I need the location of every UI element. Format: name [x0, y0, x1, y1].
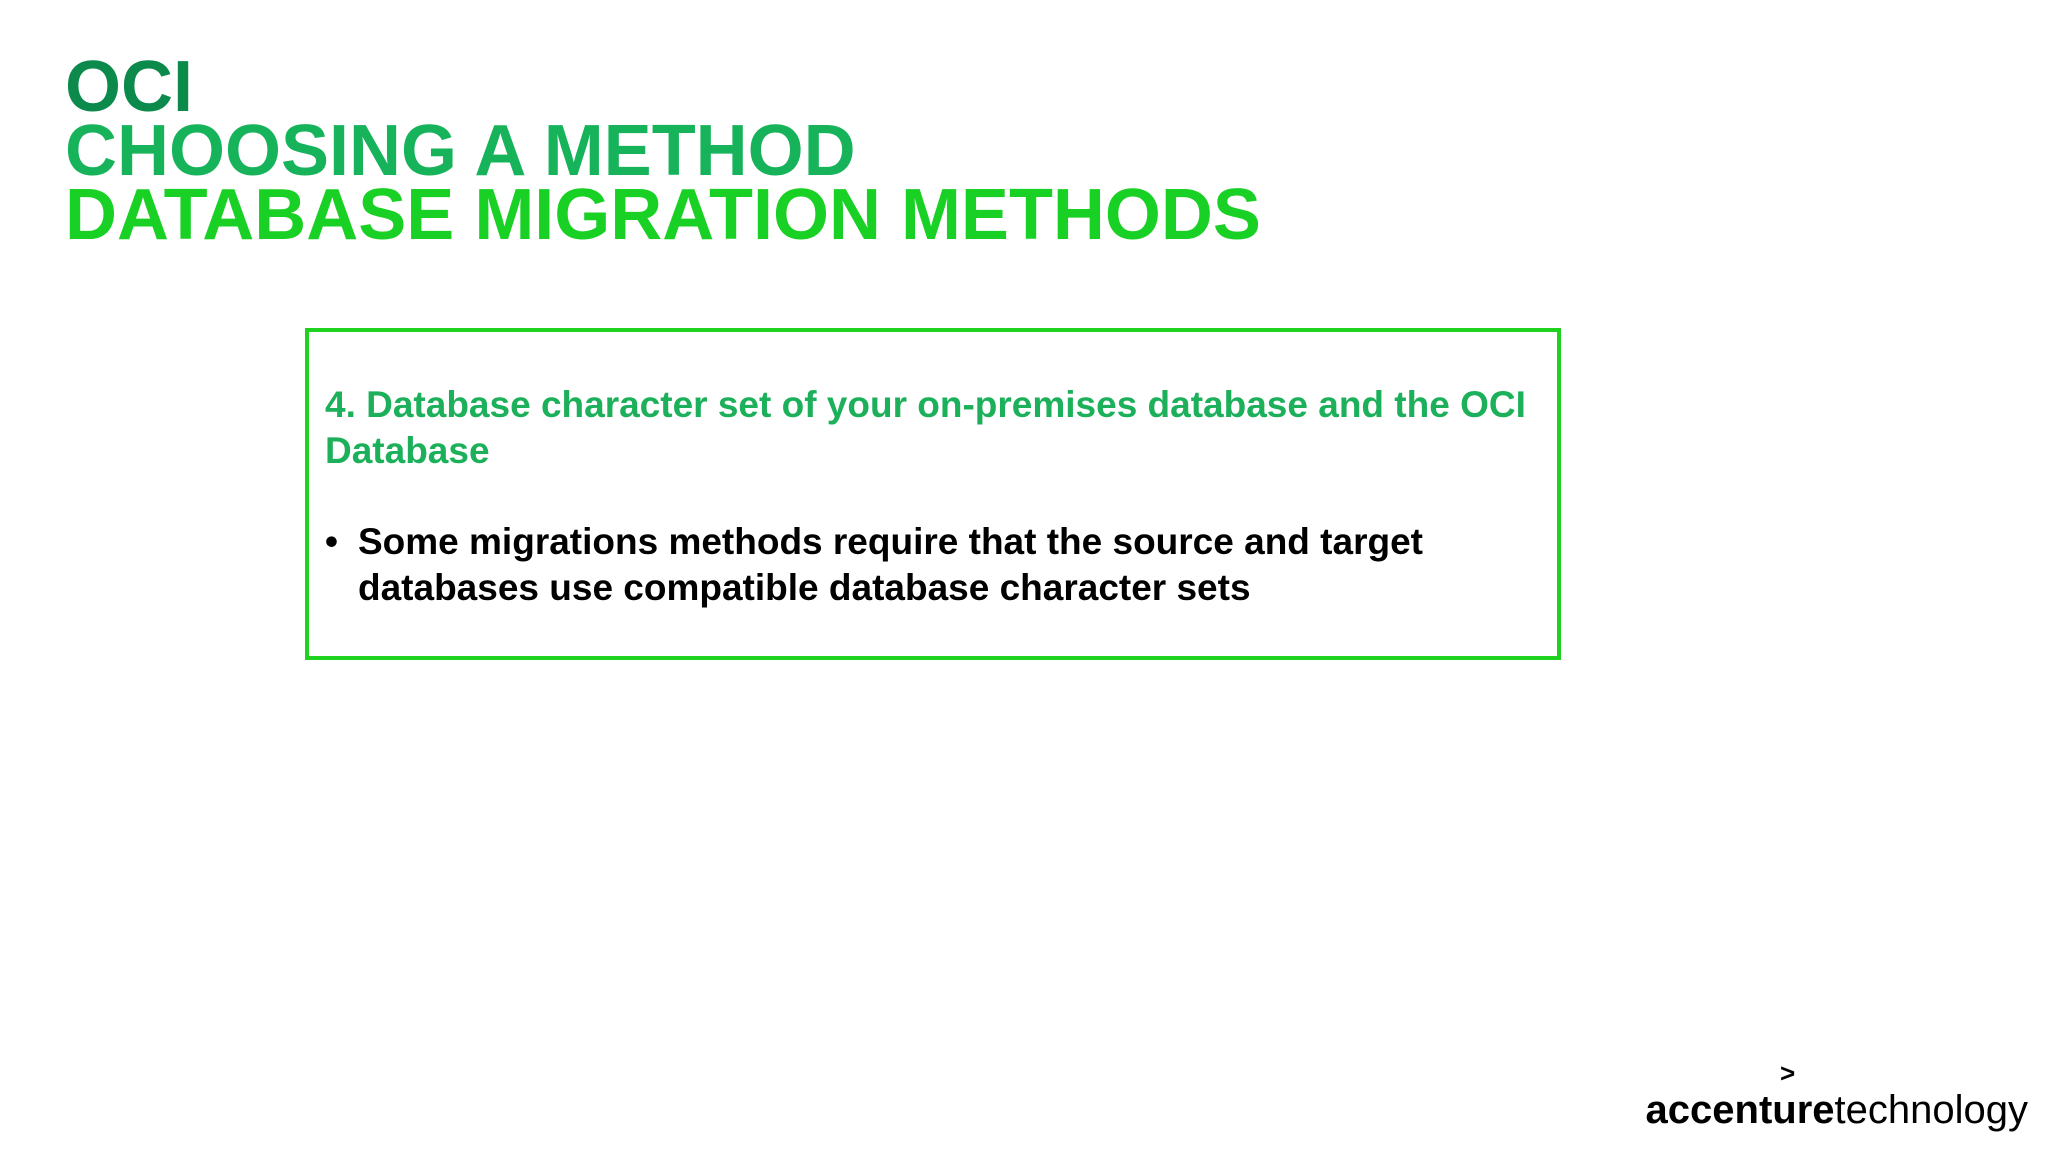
title-line-oci: OCI [65, 47, 194, 127]
logo-text [1646, 1088, 2028, 1132]
bullet-list [325, 519, 1541, 611]
content-box [305, 328, 1561, 660]
title-line-database-migration-methods: DATABASE MIGRATION METHODS [65, 175, 1261, 255]
logo-bold-part: accenture [1645, 1088, 1835, 1132]
logo-accent-mark-icon: > [1780, 1058, 1796, 1088]
logo-light-part: technology [1834, 1088, 2028, 1132]
slide-title [65, 47, 1261, 255]
bullet-symbol: • [325, 521, 338, 562]
bullet-text: Some migrations methods require that the source and target databases use compatible database character sets [358, 521, 1423, 608]
box-heading: 4. Database character set of your on-premises database and the OCI Database [325, 384, 1526, 471]
title-line-choosing-method: CHOOSING A METHOD [65, 111, 856, 191]
list-item [325, 519, 1541, 611]
accenture-technology-logo [1645, 1058, 2028, 1132]
